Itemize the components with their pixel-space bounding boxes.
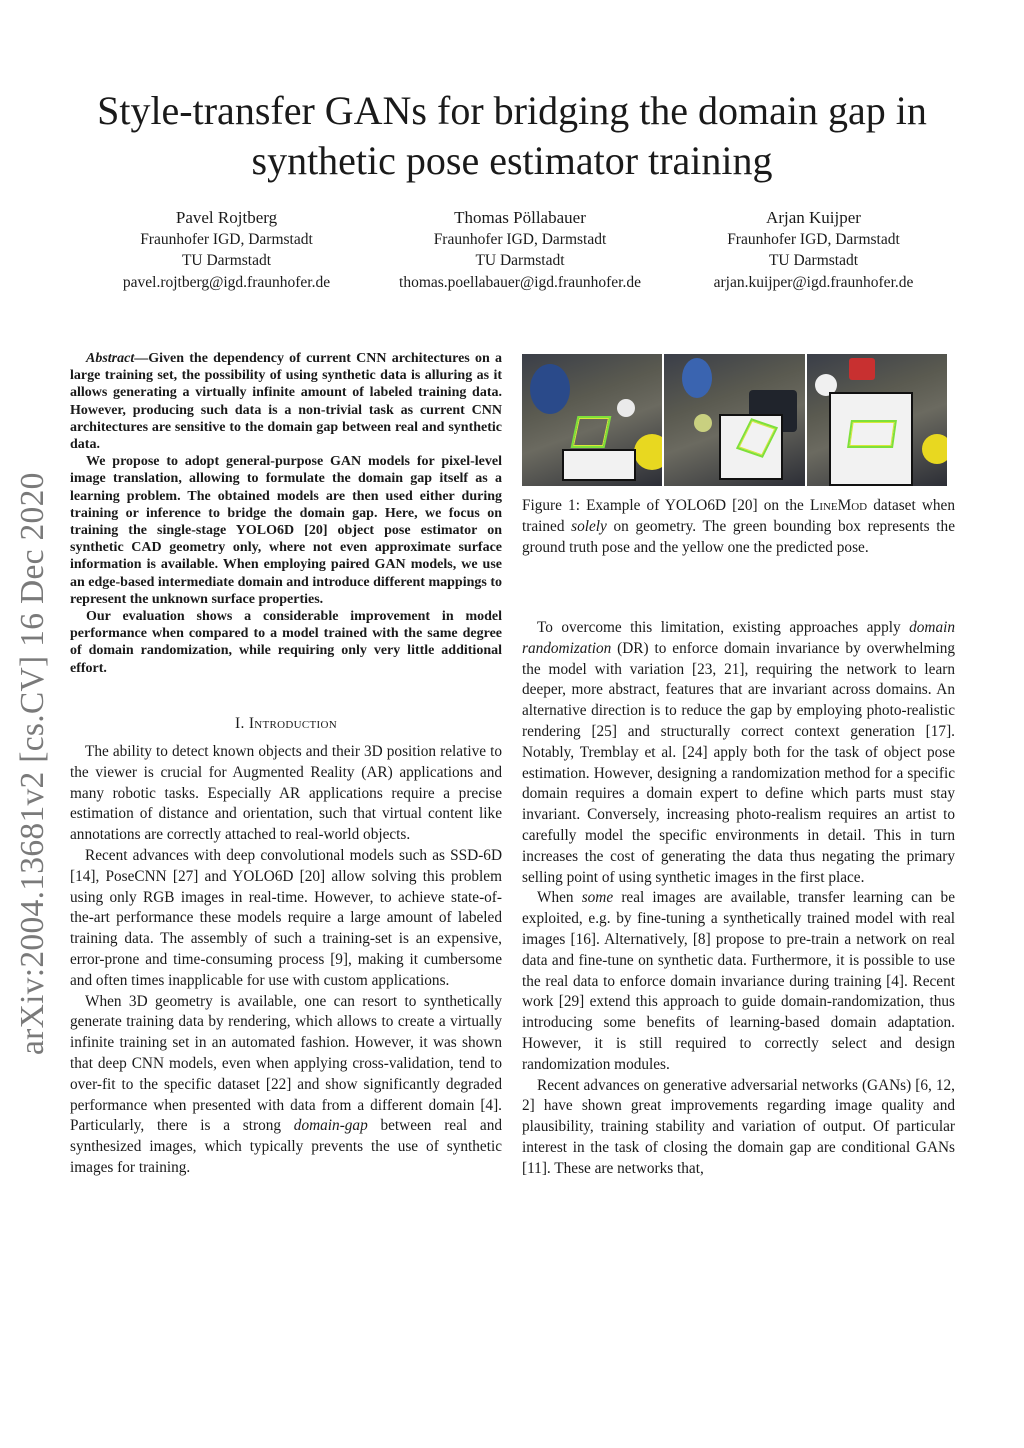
- body-paragraph: [522, 618, 955, 888]
- author-affiliation: TU Darmstadt: [475, 252, 565, 269]
- body-paragraph: [522, 888, 955, 1075]
- text-run: When 3D geometry is available, one can resort to synthetically generate training data by rendering, which allows to create a virtually infinite training set in an automated fashion. However, it was shown that deep CNN models, even when applying cross-validation, tend to over-fit to the specific dataset [22] and show significantly degraded performance when presented with data from a different domain [4]. Particularly, there is a strong: [70, 992, 502, 1135]
- author-name: Arjan Kuijper: [766, 208, 861, 227]
- text-run: Recent advances on generative adversarial networks (GANs) [6, 12, 2] have shown great improvements regarding image quality and plausibility, training stability and variation of output. Of particular interest in the task of closing the domain gap are conditional GANs [11]. These are networks that,: [522, 1076, 955, 1177]
- figure-1-caption: [522, 496, 955, 558]
- text-run: dataset when trained: [522, 497, 955, 535]
- right-column-body: [522, 618, 955, 1180]
- text-run: between real and synthesized images, which typically prevents the use of synthetic images for training.: [70, 1117, 502, 1176]
- body-paragraph: [522, 1076, 955, 1180]
- author-2: [374, 207, 667, 293]
- author-name: Pavel Rojtberg: [175, 208, 278, 227]
- text-run: To overcome this limitation, existing approaches apply: [537, 619, 910, 636]
- author-affiliation: TU Darmstadt: [181, 252, 272, 269]
- figure-1-image: [522, 354, 947, 486]
- author-affiliation: Fraunhofer IGD, Darmstadt: [727, 230, 900, 248]
- author-affiliation: TU Darmstadt: [768, 252, 859, 269]
- abstract-text: Given the dependency of current CNN architectures on a large training set, the possibility of using synthetic data is alluring as it allows generating a virtually infinite amount of labeled training data. However, producing such data is a non-trivial task as current CNN architectures are sensitive to the domain gap between real and synthetic data.: [70, 351, 502, 453]
- author-email[interactable]: arjan.kuijper@igd.fraunhofer.de: [713, 273, 914, 291]
- abstract-dash: —: [134, 351, 149, 366]
- abstract-paragraph: [70, 350, 502, 453]
- figure-panel-scene-3: [807, 354, 947, 486]
- section-heading-introduction: [70, 715, 502, 733]
- author-block: [80, 207, 960, 293]
- abstract: [70, 350, 502, 677]
- text-run: Example of YOLO6D [20] on the: [579, 497, 810, 514]
- abstract-paragraph: We propose to adopt general-purpose GAN models for pixel-level image translation, allowing to formulate the domain gap itself as a learning problem. The obtained models are then used either during training or inference to bridge the domain gap. Here, we focus on training the single-stage YOLO6D [20] object pose estimator on synthetic CAD geometry only, where not even approximate surface information is available. When employing paired GAN models, we use an edge-based intermediate domain and introduce different mappings to represent the unknown surface properties.: [70, 454, 502, 607]
- emphasis: domain randomization: [522, 619, 955, 657]
- author-email[interactable]: thomas.poellabauer@igd.fraunhofer.de: [399, 273, 641, 291]
- text-run: on geometry. The green bounding box represents the ground truth pose and the yellow one the predicted pose.: [522, 517, 955, 556]
- body-paragraph: Recent advances with deep convolutional models such as SSD-6D [14], PoseCNN [27] and YOLO6D [20] allow solving this problem using only RGB images in real-time. However, to achieve state-of-the-art performance these models require a large amount of labeled training data. The assembly of such a training-set is an expensive, error-prone and time-consuming process [9], making it cumbersome and often times inapplicable for use with custom applications.: [70, 846, 502, 989]
- text-run: real images are available, transfer learning can be exploited, e.g. by fine-tuning a synthetically trained model with real images [16]. Alternatively, [8] propose to pre-train a network on real data and fine-tune on synthetic data. Furthermore, it is possible to use the real data to enforce domain invariance during training [4]. Recent work [29] extend this approach to guide domain-randomization, thus introducing some benefits of learning-based domain adaptation. However, it is still required to correctly select and design randomization modules.: [522, 889, 955, 1073]
- abstract-paragraph: Our evaluation shows a considerable improvement in model performance when compared to a model trained with the same degree of domain randomization, while requiring only very little additional effort.: [70, 609, 502, 676]
- paper-title: Style-transfer GANs for bridging the domain gap in synthetic pose estimator training: [97, 88, 927, 183]
- section-number: I.: [234, 715, 245, 732]
- arxiv-identifier-stamp: arXiv:2004.13681v2 [cs.CV] 16 Dec 2020: [14, 472, 51, 1055]
- text-run: When: [537, 889, 582, 907]
- introduction-body: [70, 742, 502, 1179]
- figure-panel-scene-1: [522, 354, 662, 486]
- abstract-label: Abstract: [86, 351, 135, 366]
- author-email[interactable]: pavel.rojtberg@igd.fraunhofer.de: [122, 273, 331, 291]
- author-3: [667, 207, 960, 293]
- author-affiliation: Fraunhofer IGD, Darmstadt: [140, 230, 313, 248]
- text-run: (DR) to enforce domain invariance by overwhelming the model with variation [23, 21], requiring the network to learn deeper, more abstract, features that are invariant across domains. An alternative direction is to reduce the gap by employing photo-realistic rendering [25] and structurally correct context generation [17]. Notably, Tremblay et al. [24] apply both for the task of object pose estimation. However, designing a randomization method for a specific domain requires a domain expert to define which parts must stay invariant. Conversely, increasing photo-realism requires an artist to carefully model the specific environments in detail. This in turn increases the cost of generating the data thus negating the primary selling point of using synthetic images in the first place.: [522, 639, 955, 886]
- emphasis: domain-gap: [293, 1117, 368, 1135]
- body-paragraph: [70, 992, 502, 1179]
- author-name: Thomas Pöllabauer: [454, 208, 586, 227]
- author-affiliation: Fraunhofer IGD, Darmstadt: [433, 230, 607, 248]
- figure-label: Figure 1:: [522, 497, 580, 514]
- body-paragraph: The ability to detect known objects and their 3D position relative to the viewer is crucial for Augmented Reality (AR) applications and many robotic tasks. Especially AR applications require a precise estimation of distance and orientation, such that virtual content like annotations are correctly attached to real-world objects.: [70, 743, 502, 844]
- author-1: [80, 207, 373, 293]
- emphasis: some: [581, 889, 614, 907]
- figure-panel-scene-2: [664, 354, 804, 486]
- section-title: Introduction: [248, 715, 338, 732]
- emphasis: solely: [571, 517, 607, 535]
- dataset-name: LineMod: [809, 497, 868, 514]
